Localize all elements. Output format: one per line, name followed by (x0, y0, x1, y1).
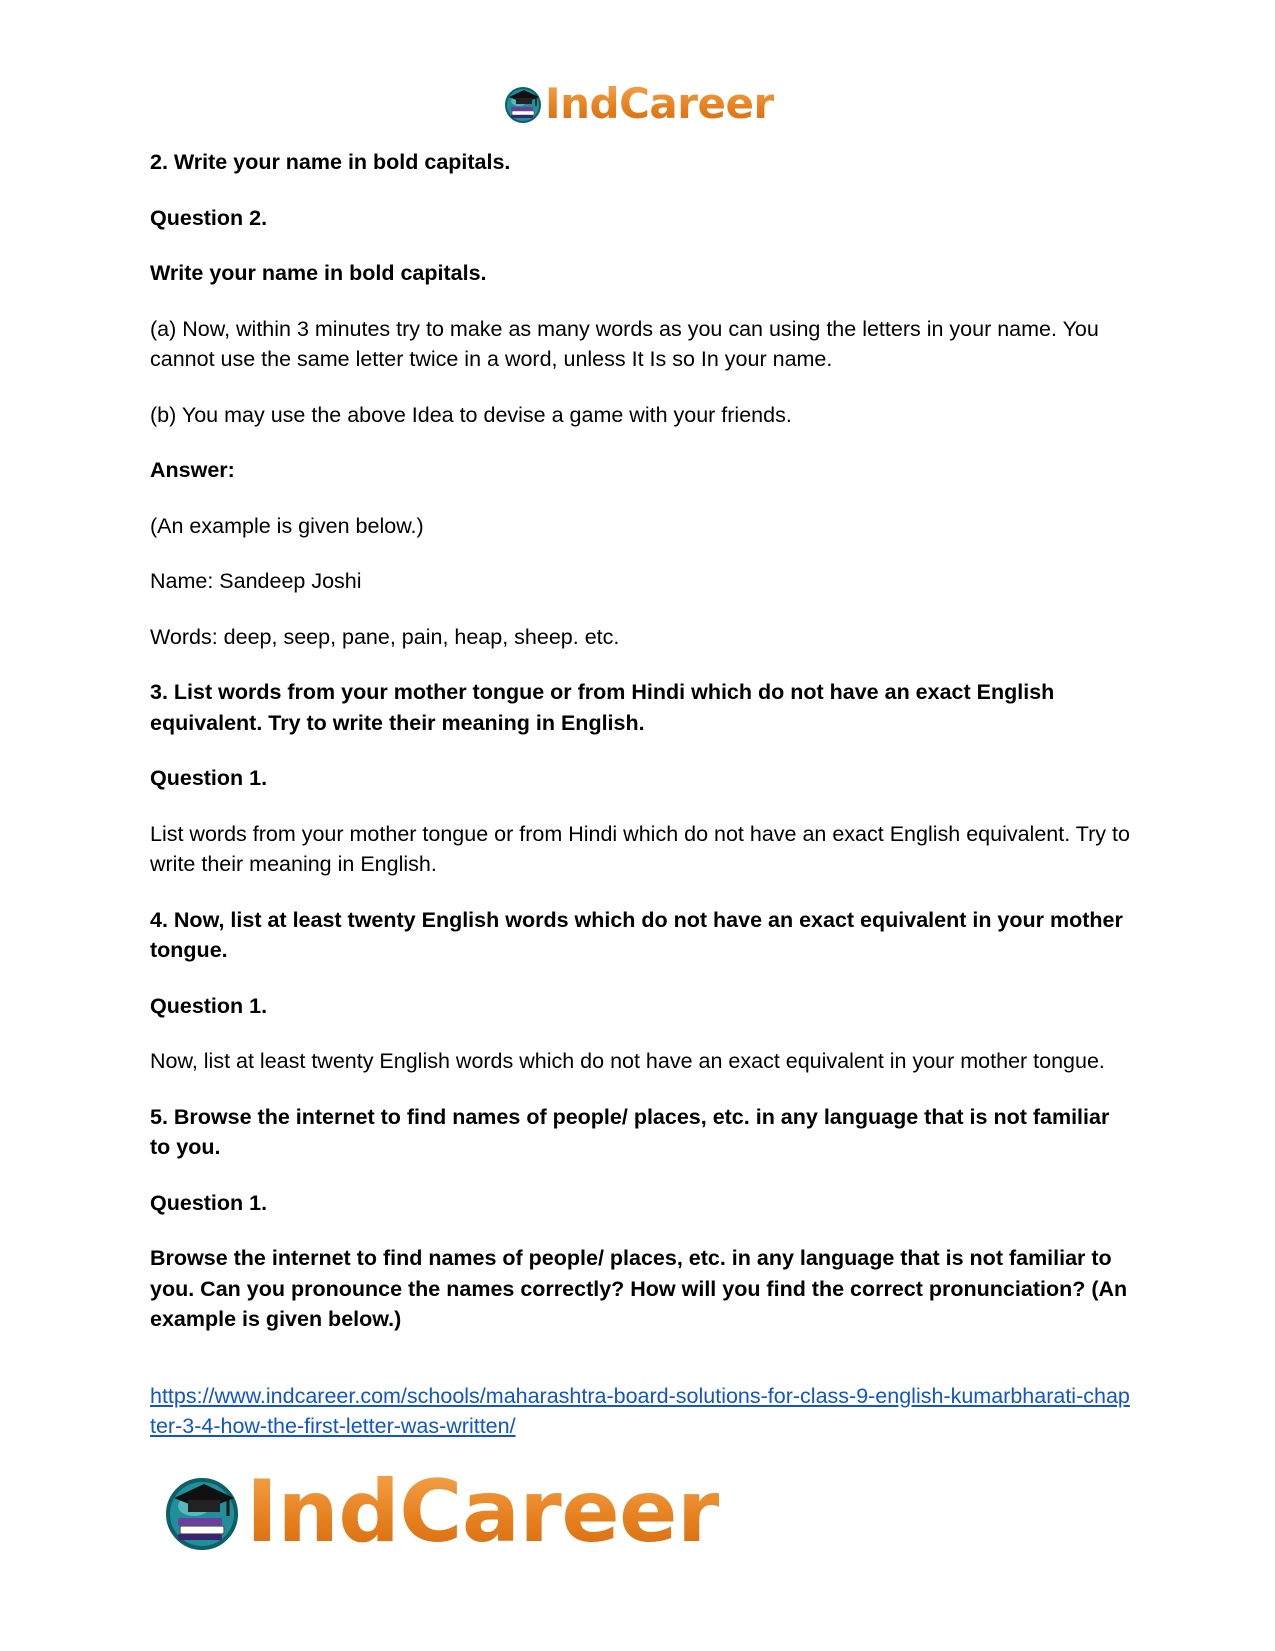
section-2-answer-name: Name: Sandeep Joshi (150, 569, 362, 593)
section-3-question-label: Question 1. (150, 766, 268, 790)
footer-logo (162, 1462, 719, 1562)
section-2-answer-words: Words: deep, seep, pane, pain, heap, sheep. etc. (150, 624, 620, 649)
section-4-heading: 4. Now, list at least twenty English words which do not have an exact equivalent in your mother tongue. (150, 907, 1123, 962)
logo-emblem-icon (503, 84, 543, 124)
section-4-question-label: Question 1. (150, 993, 268, 1018)
header-logo (503, 80, 774, 128)
section-5-question-label: Question 1. (150, 1190, 268, 1215)
section-5-question-text: Browse the internet to find names of people/ places, etc. in any language that is not familiar to you. Can you pronounce the names correctly? How will you find the correct pronunciation? (An example is given below.) (150, 1246, 1128, 1331)
section-2-heading: 2. Write your name in bold capitals. (150, 150, 511, 174)
header-logo-text: IndCareer (545, 79, 774, 128)
footer-logo-emblem-icon (162, 1472, 242, 1552)
section-2-answer-label: Answer: (150, 458, 235, 482)
section-2-question-label: Question 2. (150, 205, 268, 230)
section-2-part-b: (b) You may use the above Idea to devise a game with your friends. (150, 402, 792, 427)
section-2-question-text: Write your name in bold capitals. (150, 261, 487, 285)
section-3-heading: 3. List words from your mother tongue or from Hindi which do not have an exact English equivalent. Try to write their meaning in English. (150, 680, 1055, 735)
source-link[interactable]: https://www.indcareer.com/schools/maharashtra-board-solutions-for-class-9-english-kumarbharati-chapter-3-4-how-the-first-letter-was-written/ (150, 1383, 1130, 1438)
section-3-question-text: List words from your mother tongue or from Hindi which do not have an exact English equivalent. Try to write their meaning in English. (150, 821, 1130, 876)
section-2-part-a: (a) Now, within 3 minutes try to make as many words as you can using the letters in your name. You cannot use the same letter twice in a word, unless It Is so In your name. (150, 316, 1099, 371)
section-4-question-text: Now, list at least twenty English words which do not have an exact equivalent in your mother tongue. (150, 1049, 1105, 1073)
document-body (150, 147, 1130, 1467)
footer-logo-text: IndCareer (246, 1462, 719, 1562)
section-2-answer-intro: (An example is given below.) (150, 513, 424, 538)
section-5-heading: 5. Browse the internet to find names of people/ places, etc. in any language that is not familiar to you. (150, 1104, 1110, 1159)
